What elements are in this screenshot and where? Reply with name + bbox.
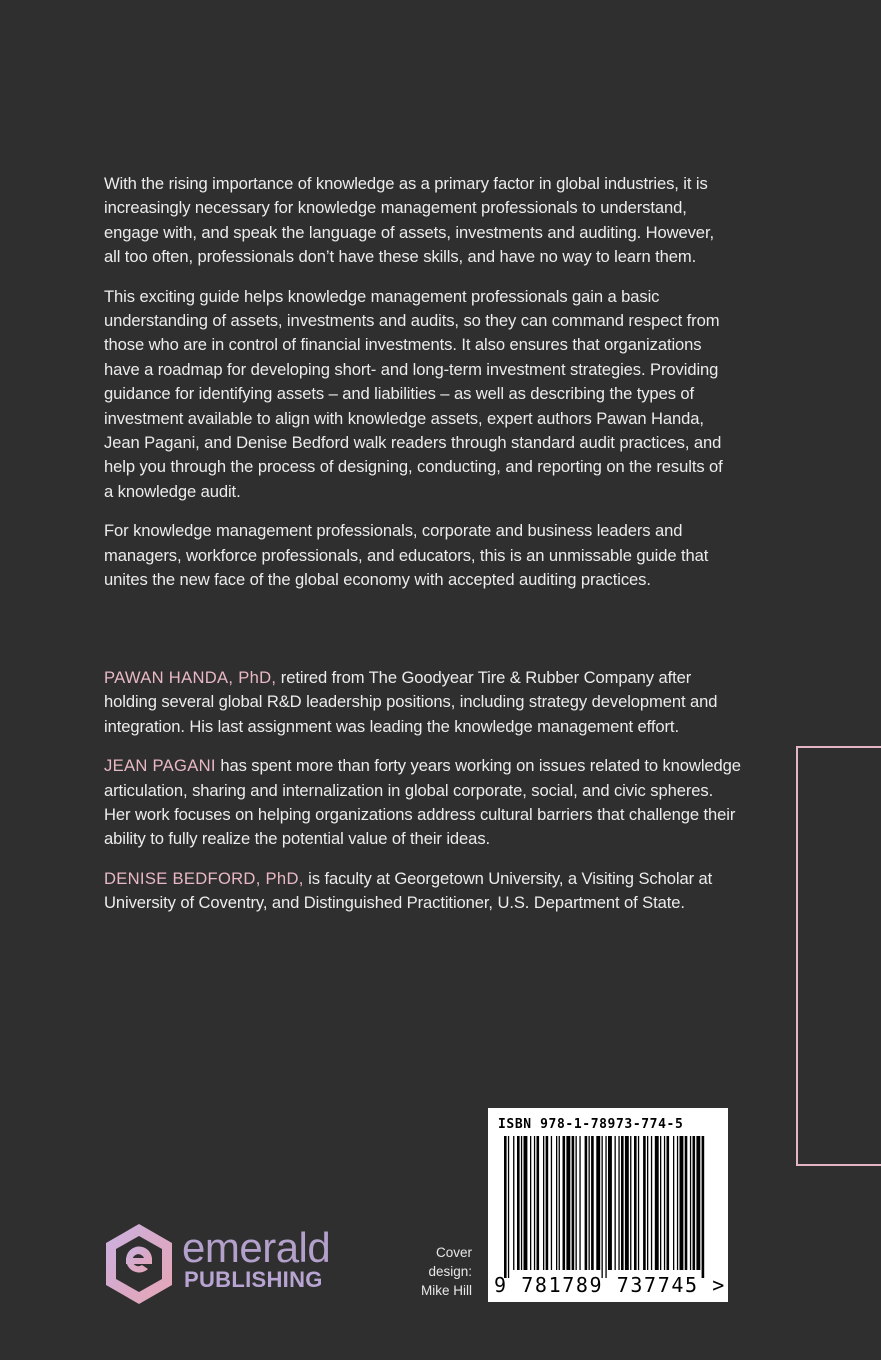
- ean-digits: 9 781789 737745 >: [494, 1273, 726, 1297]
- barcode-bar: [618, 1136, 619, 1270]
- barcode-bar: [563, 1136, 566, 1270]
- barcode-bar: [566, 1136, 570, 1270]
- author-bios: [104, 666, 744, 931]
- decorative-frame: [796, 746, 881, 1166]
- emerald-publishing-logo: [104, 1222, 364, 1312]
- barcode-bar: [634, 1136, 637, 1270]
- credit-line-3: Mike Hill: [420, 1283, 472, 1298]
- barcode-bar: [530, 1136, 531, 1270]
- description-paragraph-1: With the rising importance of knowledge as a primary factor in global industries, it is increasingly necessary for knowledge management professionals to understand, engage with, and speak the language of assets, investments and auditing. However, all too often, professionals don’t have these skills, and have no way to learn them.: [104, 174, 714, 267]
- barcode-bar: [615, 1136, 616, 1270]
- barcode-bar: [647, 1136, 648, 1270]
- barcode-bar: [546, 1136, 549, 1270]
- barcode-bar: [559, 1136, 560, 1270]
- barcode-bar: [556, 1136, 557, 1270]
- barcode-bar: [630, 1136, 631, 1270]
- book-description: [104, 172, 734, 608]
- description-paragraph-3: For knowledge management professionals, corporate and business leaders and managers, workforce professionals, and educators, this is an unmissable guide that unites the new face of the global economy with accepted auditing practices.: [104, 521, 709, 590]
- barcode-bar: [591, 1136, 594, 1270]
- barcode-bar: [579, 1136, 580, 1270]
- author-bio-text: has spent more than forty years working on issues related to knowledge articulation, sharing and internalization in global corporate, social, and civic spheres. Her work focuses on helping organizations address cultural barriers that challenge their ability to fully realize the potential value of their ideas.: [104, 756, 741, 849]
- barcode-bar: [524, 1136, 528, 1270]
- barcode-bar: [521, 1136, 522, 1270]
- barcode-bar: [702, 1136, 705, 1278]
- barcode-bar: [643, 1136, 646, 1270]
- barcode-bar: [655, 1136, 659, 1270]
- barcode-bar: [508, 1136, 509, 1278]
- barcode-bar: [517, 1136, 520, 1270]
- barcode-bar: [605, 1136, 606, 1278]
- barcode-bar: [690, 1136, 691, 1270]
- barcode-bar: [537, 1136, 540, 1270]
- author-name: DENISE BEDFORD, PhD,: [104, 868, 304, 888]
- barcode-bar: [621, 1136, 624, 1270]
- description-paragraph-2: This exciting guide helps knowledge management professionals gain a basic understanding of assets, investments and audits, so they can command respect from those who are in control of financial investments. It also ensures that organizations have a roadmap for developing short- and long-term investment strategies. Providing guidance for identifying assets – and liabilities – as well as describing the types of investment available to align with knowledge assets, expert authors Pawan Handa, Jean Pagani, and Denise Bedford walk readers through standard audit practices, and help you through the process of designing, conducting, and reporting on the results of a knowledge audit.: [104, 286, 723, 501]
- isbn-barcode: [488, 1108, 728, 1302]
- isbn-label: ISBN 978-1-78973-774-5: [498, 1117, 684, 1132]
- barcode-bar: [608, 1136, 612, 1270]
- barcode-bar: [585, 1136, 588, 1270]
- author-bio-pagani: [104, 754, 744, 852]
- author-name: JEAN PAGANI: [104, 756, 216, 776]
- author-bio-text: is faculty at Georgetown University, a Visiting Scholar at University of Coventry, and Distinguished Practitioner, U.S. Department of State.: [104, 868, 713, 913]
- author-bio-bedford: [104, 867, 744, 916]
- barcode-bar: [680, 1136, 684, 1270]
- logo-subtitle: PUBLISHING: [184, 1267, 323, 1292]
- barcode-bar: [696, 1136, 700, 1270]
- author-bio-text: retired from The Goodyear Tire & Rubber Company after holding several global R&D leadership positions, including strategy development and integration. His last assignment was leading the knowledge management effort.: [104, 668, 718, 736]
- barcode-bar: [677, 1136, 678, 1270]
- credit-line-1: Cover: [435, 1245, 472, 1260]
- barcode-bar: [651, 1136, 652, 1270]
- barcode-bar: [543, 1136, 544, 1270]
- credit-line-2: design:: [428, 1264, 472, 1279]
- barcode-bar: [534, 1136, 535, 1270]
- barcode-bar: [685, 1136, 688, 1270]
- barcode-bar: [551, 1136, 552, 1270]
- logo-wordmark: emerald: [182, 1224, 331, 1271]
- barcode-bar: [660, 1136, 661, 1270]
- barcode-bar: [667, 1136, 670, 1270]
- cover-design-credit: [404, 1243, 472, 1300]
- barcode-bar: [513, 1136, 514, 1270]
- barcode-bar: [673, 1136, 674, 1270]
- barcode-bar: [693, 1136, 696, 1270]
- barcode-bar: [504, 1136, 507, 1278]
- barcode-bar: [596, 1136, 600, 1270]
- emerald-logo-icon: [104, 1222, 174, 1306]
- barcode-bar: [664, 1136, 665, 1270]
- barcode-bar: [589, 1136, 590, 1270]
- author-name: PAWAN HANDA, PhD,: [104, 668, 277, 687]
- barcode-bar: [572, 1136, 575, 1270]
- barcode-bar: [638, 1136, 639, 1270]
- barcode-bar: [576, 1136, 577, 1270]
- barcode-bar: [602, 1136, 603, 1278]
- barcode-bar: [625, 1136, 629, 1270]
- author-bio-handa: [104, 666, 744, 739]
